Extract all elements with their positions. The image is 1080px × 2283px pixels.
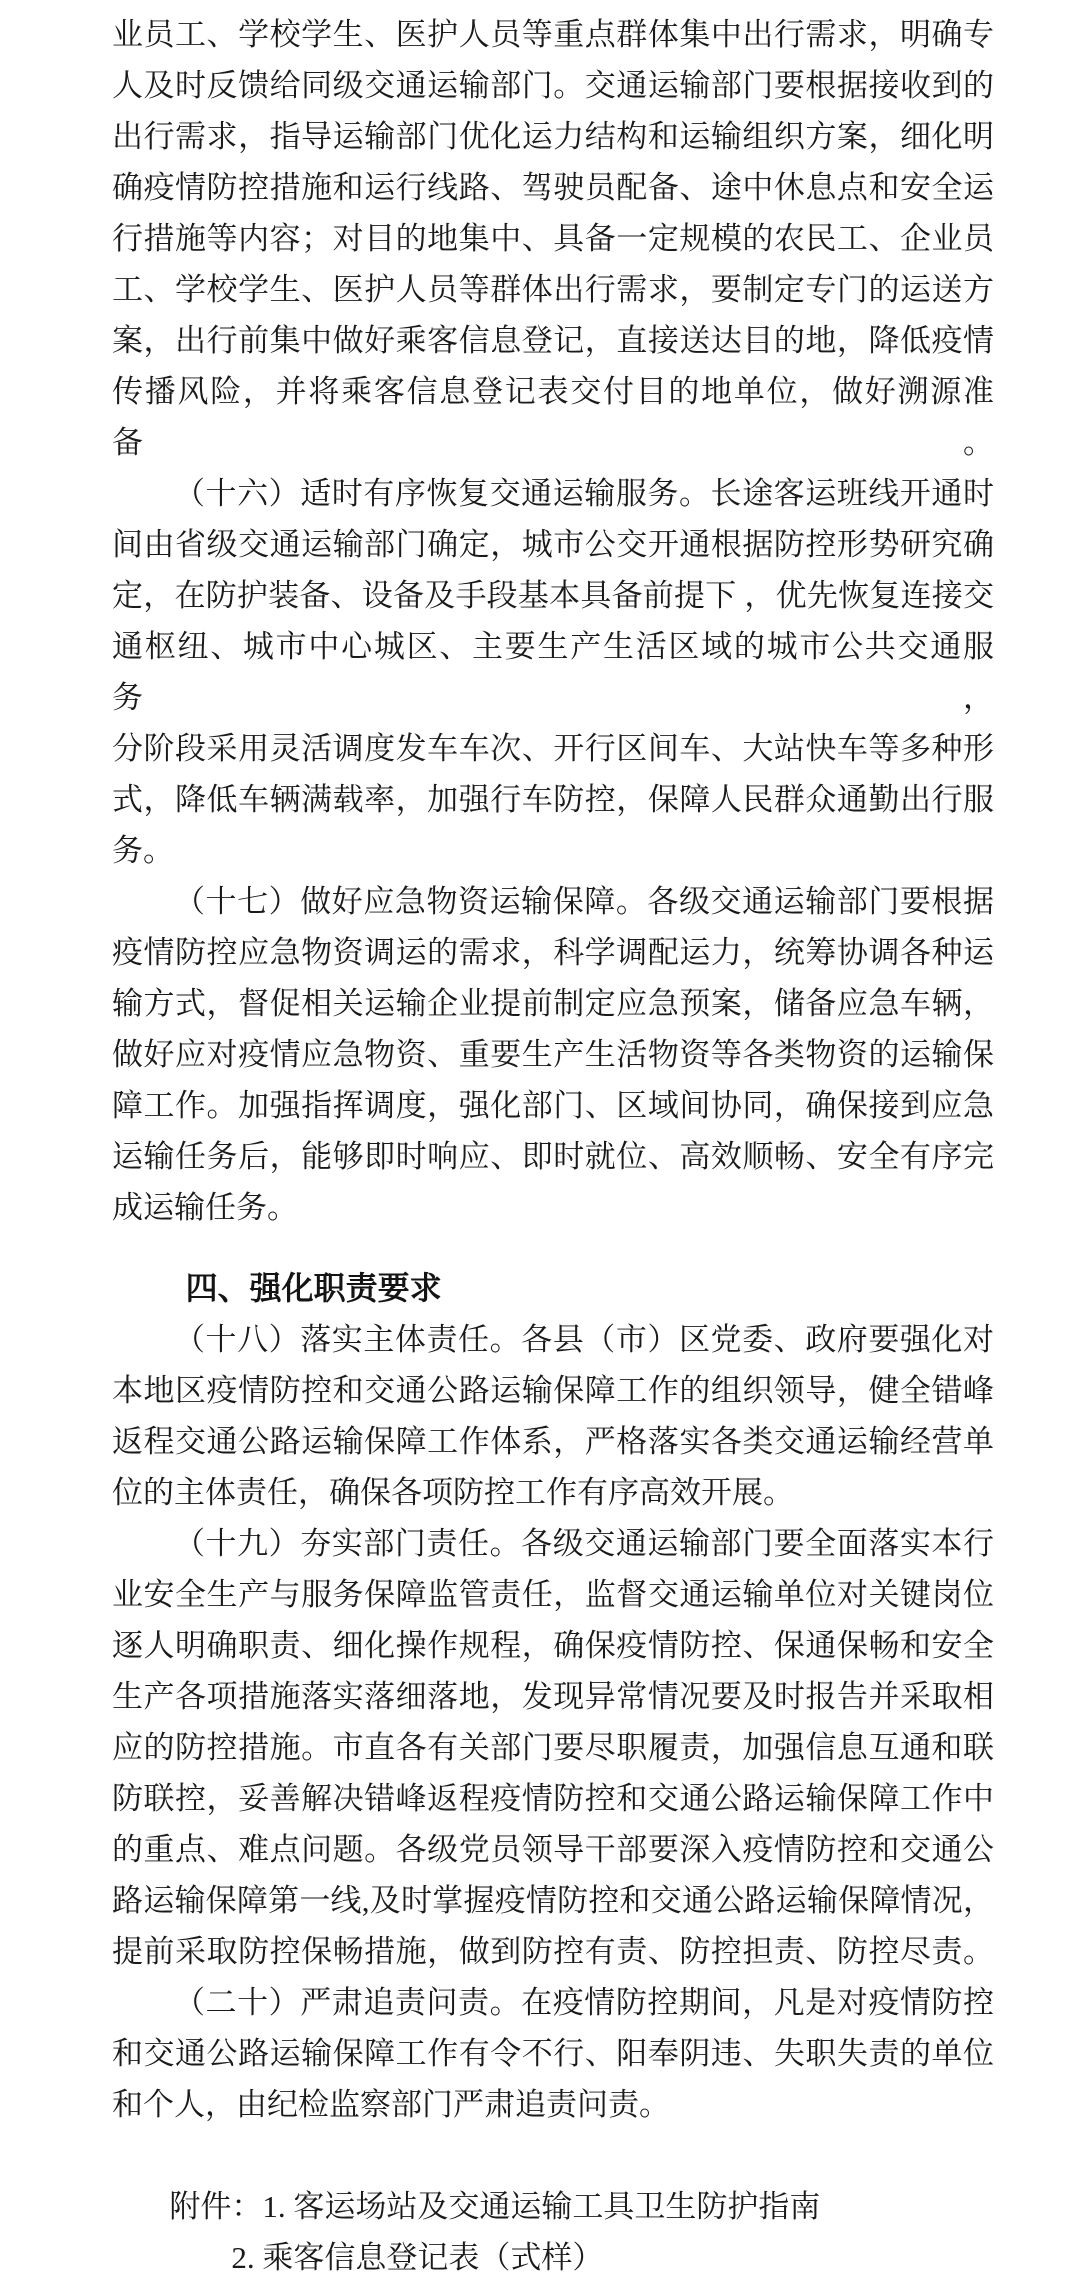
text-line: 间由省级交通运输部门确定，城市公交开通根据防控形势研究确 — [112, 527, 994, 562]
text-line: 定，在防护装备、设备及手段基本具备前提下 ，优先恢复连接交 — [112, 578, 994, 613]
text-line: 务。 — [112, 833, 174, 868]
text-line: 案，出行前集中做好乘客信息登记，直接送达目的地，降低疫情 — [112, 323, 994, 358]
text-line: （十九）夯实部门责任。各级交通运输部门要全面落实本行 — [174, 1526, 994, 1561]
text-line: 的重点、难点问题。各级党员领导干部要深入疫情防控和交通公 — [112, 1832, 994, 1867]
attachment-line: 附件：1. 客运场站及交通运输工具卫生防护指南 — [169, 2189, 821, 2224]
paragraph-continuation — [112, 9, 994, 468]
paragraph-section-16 — [112, 468, 994, 876]
text-line: 通枢纽、城市中心城区、主要生产生活区域的城市公共交通服务， — [112, 629, 994, 715]
paragraph-section-19 — [112, 1518, 994, 1977]
text-line: （十八）落实主体责任。各县（市）区党委、政府要强化对 — [174, 1322, 994, 1357]
text-line: 人及时反馈给同级交通运输部门。交通运输部门要根据接收到的 — [112, 68, 994, 103]
text-line: 应的防控措施。市直各有关部门要尽职履责，加强信息互通和联 — [112, 1730, 994, 1765]
text-line: 和个人，由纪检监察部门严肃追责问责。 — [112, 2087, 670, 2122]
text-line: 传播风险，并将乘客信息登记表交付目的地单位，做好溯源准备。 — [112, 374, 994, 460]
chapter-heading: 四、强化职责要求 — [185, 1270, 442, 1306]
text-line: 防联控，妥善解决错峰返程疫情防控和交通公路运输保障工作中 — [112, 1781, 994, 1816]
text-line: 式，降低车辆满载率，加强行车防控，保障人民群众通勤出行服 — [112, 782, 994, 817]
text-line: 路运输保障第一线,及时掌握疫情防控和交通公路运输保障情况， — [112, 1883, 994, 1918]
text-line: 出行需求，指导运输部门优化运力结构和运输组织方案，细化明 — [112, 119, 994, 154]
text-line: 障工作。加强指挥调度，强化部门、区域间协同，确保接到应急 — [112, 1088, 994, 1123]
text-line: 疫情防控应急物资调运的需求，科学调配运力，统筹协调各种运 — [112, 935, 994, 970]
text-line: （十六）适时有序恢复交通运输服务。长途客运班线开通时 — [174, 476, 994, 511]
text-line: 返程交通公路运输保障工作体系，严格落实各类交通运输经营单 — [112, 1424, 994, 1459]
paragraph-section-17 — [112, 876, 994, 1233]
text-line: 逐人明确职责、细化操作规程，确保疫情防控、保通保畅和安全 — [112, 1628, 994, 1663]
text-line: （二十）严肃追责问责。在疫情防控期间，凡是对疫情防控 — [174, 1985, 994, 2020]
text-line: 工、学校学生、医护人员等群体出行需求，要制定专门的运送方 — [112, 272, 994, 307]
text-line: 和交通公路运输保障工作有令不行、阳奉阴违、失职失责的单位 — [112, 2036, 994, 2071]
attachments-list — [112, 2181, 994, 2283]
document-page — [112, 9, 994, 2283]
text-line: 运输任务后，能够即时响应、即时就位、高效顺畅、安全有序完 — [112, 1139, 994, 1174]
text-line: 位的主体责任，确保各项防控工作有序高效开展。 — [112, 1475, 794, 1510]
text-line: 业员工、学校学生、医护人员等重点群体集中出行需求，明确专 — [112, 17, 994, 52]
text-line: 行措施等内容；对目的地集中、具备一定规模的农民工、企业员 — [112, 221, 994, 256]
text-line: 生产各项措施落实落细落地，发现异常情况要及时报告并采取相 — [112, 1679, 994, 1714]
paragraph-section-20 — [112, 1977, 994, 2130]
text-line: （十七）做好应急物资运输保障。各级交通运输部门要根据 — [174, 884, 994, 919]
text-line: 业安全生产与服务保障监管责任，监督交通运输单位对关键岗位 — [112, 1577, 994, 1612]
text-line: 成运输任务。 — [112, 1190, 298, 1225]
text-line: 提前采取防控保畅措施，做到防控有责、防控担责、防控尽责。 — [112, 1934, 994, 1969]
text-line: 分阶段采用灵活调度发车车次、开行区间车、大站快车等多种形 — [112, 731, 994, 766]
text-line: 确疫情防控措施和运行线路、驾驶员配备、途中休息点和安全运 — [112, 170, 994, 205]
text-line: 做好应对疫情应急物资、重要生产生活物资等各类物资的运输保 — [112, 1037, 994, 1072]
paragraph-section-18 — [112, 1314, 994, 1518]
attachment-line: 2. 乘客信息登记表（式样） — [231, 2240, 604, 2275]
text-line: 输方式，督促相关运输企业提前制定应急预案，储备应急车辆， — [112, 986, 994, 1021]
text-line: 本地区疫情防控和交通公路运输保障工作的组织领导，健全错峰 — [112, 1373, 994, 1408]
